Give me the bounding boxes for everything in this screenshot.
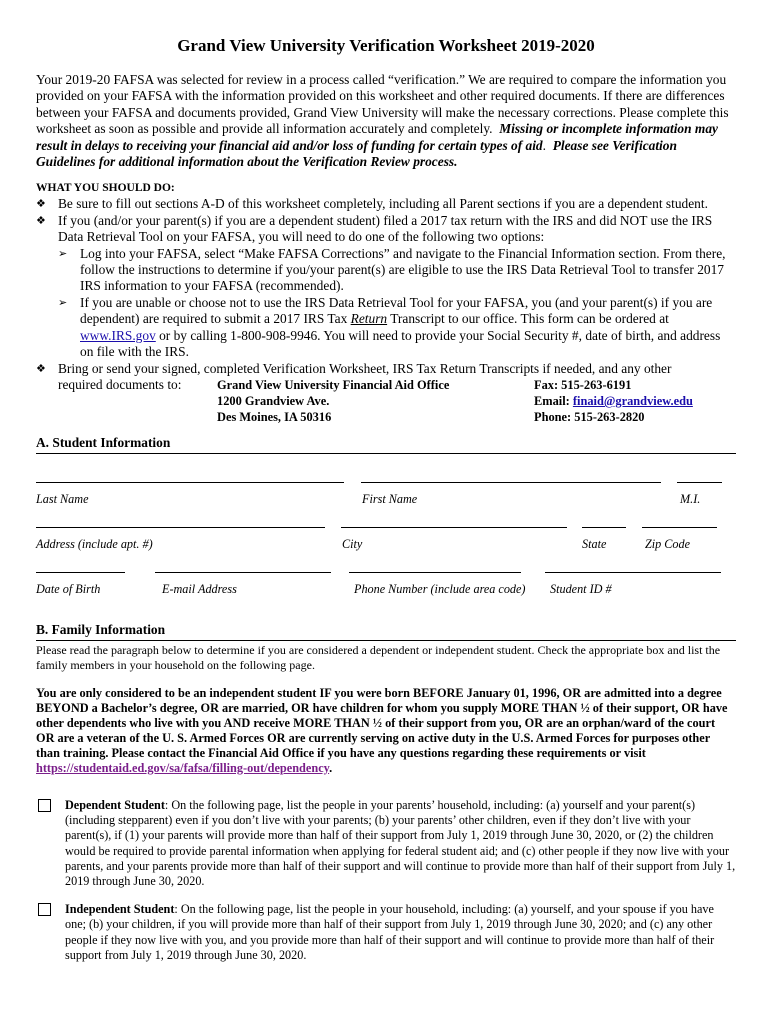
page-title: Grand View University Verification Worksheet 2019-2020 [177,36,595,55]
worksheet-page [36,36,736,963]
instruction-bullet: ❖ Bring or send your signed, completed Verification Worksheet, IRS Tax Return Transcripts if needed, and any other [36,360,672,376]
diamond-bullet-icon: ❖ [36,362,46,375]
phone-number-field[interactable] [349,572,521,573]
dependency-link[interactable]: https://studentaid.ed.gov/sa/fafsa/filling-out/dependency [36,760,330,775]
student-id-field[interactable] [545,572,721,573]
arrow-bullet-icon: ➢ [58,247,68,260]
intro-paragraph: Your 2019-20 FAFSA was selected for review in a process called “verification.” We are required to compare the information you provided on your FAFSA with the information provided on this worksheet and other required documents. If there are differences between your FAFSA and documents provided, Grand View University will make the necessary corrections. Please complete this worksheet as soon as possible and provide all information accurately and completely. Missing or incomplete information may result in delays to receiving your financial aid and/or loss of funding for certain types of aid. Please see Verification Guidelines for additional information about the Verification Review process. [36,72,729,170]
city-field[interactable] [341,527,567,528]
student-name-row: Last Name First Name M.I. [36,482,736,530]
email-link[interactable]: finaid@grandview.edu [572,393,693,408]
date-of-birth-field[interactable] [36,572,125,573]
intro-emphasis-1: Missing or incomplete information may result in delays to receiving your financial aid and/or loss of funding for certain types of aid [36,121,718,153]
instruction-sub-bullet: ➢ Log into your FAFSA, select “Make FAFSA Corrections” and navigate to the Financial Information section. From there, follow the instructions to determine if you/your parent(s) are eligible to use the IRS Data Retrieval Tool to transfer 2017 IRS information to your FAFSA (recommended). [58,245,726,294]
email-address-field[interactable] [155,572,331,573]
independent-rule: You are only considered to be an independent student IF you were born BEFORE January 01, 1996, OR are admitted into a degree BEYOND a Bachelor’s degree, OR are married, OR have children for whom you supply MORE THAN ½ of their support, OR have other dependents who live with you AND receive MORE THAN ½ of their support from you, OR are an orphan/ward of the court OR are a veteran of the U. S. Armed Forces OR are currently serving on active duty in the U.S. Armed Forces for purposes other than training. Please contact the Financial Aid Office if you have any questions regarding these requirements or visit https://studentaid.ed.gov/sa/fafsa/filling-out/dependency. [36,685,728,775]
student-address-row: Address (include apt. #) City State Zip Code [36,527,736,575]
diamond-bullet-icon: ❖ [36,198,46,211]
student-contact-row: Date of Birth E-mail Address Phone Number (include area code) Student ID # [36,572,736,620]
dependent-student-checkbox[interactable] [38,799,51,812]
zip-code-field[interactable] [642,527,717,528]
what-you-should-do-heading: WHAT YOU SHOULD DO: [36,182,175,195]
office-address: Grand View University Financial Aid Office 1200 Grandview Ave. Des Moines, IA 50316 [217,377,450,424]
independent-student-checkbox[interactable] [38,903,51,916]
arrow-bullet-icon: ➢ [58,296,68,309]
instruction-sub-bullet: ➢ If you are unable or choose not to use the IRS Data Retrieval Tool for your FAFSA, you (and your parent(s) if you are dependent) are required to submit a 2017 IRS Tax Return Transcript to our office. This form can be ordered at www.IRS.gov or by calling 1-800-908-9946. You will need to provide your Social Security #, date of birth, and address on file with the IRS. [58,294,721,360]
family-instructions: Please read the paragraph below to determine if you are considered a dependent or independent student. Check the appropriate box and list the family members in your household on the following page. [36,642,721,672]
mi-field[interactable] [677,482,722,483]
section-a-heading: A. Student Information [36,435,736,454]
dependent-student-option: Dependent Student: On the following page, list the people in your parents’ household, including: (a) yourself and your parent(s) (including stepparent) even if you don’t live with your parents; (b) your parents’ other children, even if they don’t live with your parent(s), if (1) your parents will provide more than half of their support from July 1, 2019 through June 30, 2020, or (2) the children would be required to provide parental information when applying for federal student aid; and (c) other people if they now live with your parents, and your parents provide more than half of their support and will continue to provide more than half of their support from July 1, 2019 through June 30, 2020. [36,798,736,889]
irs-link[interactable]: www.IRS.gov [80,327,156,343]
section-b-heading: B. Family Information [36,622,736,641]
intro-text: Your 2019-20 FAFSA was selected for review in a process called “verification.” We are required to compare the information you provided on your FAFSA with the information provided on this worksheet and other required documents. If there are differences between your FAFSA and documents provided, Grand View University will make the necessary corrections. Please complete this worksheet as soon as possible and provide all information accurately and completely. [36,72,729,137]
first-name-field[interactable] [361,482,661,483]
address-field[interactable] [36,527,325,528]
diamond-bullet-icon: ❖ [36,214,46,227]
last-name-field[interactable] [36,482,344,483]
instruction-bullet: ❖ If you (and/or your parent(s) if you are a dependent student) filed a 2017 tax return with the IRS and did NOT use the IRS Data Retrieval Tool on your FAFSA, you will need to do one of the following two options: [36,212,713,245]
independent-student-option: Independent Student: On the following page, list the people in your household, including: (a) yourself, and your spouse if you have one; (b) your children, if you will provide more than half of their support from July 1, 2019 through June 30, 2020; and (c) any other people if they now live with you, and you provide more than half of their support and will continue to provide more than half of their support from July 1, 2019 through June 30, 2020. [36,902,736,963]
intro-emphasis-2: Please see Verification Guidelines for additional information about the Verification Review process. [36,137,677,170]
instruction-bullet: ❖ Be sure to fill out sections A-D of this worksheet completely, including all Parent sections if you are a dependent student. [36,196,708,212]
office-contact: Fax: 515-263-6191 Email: finaid@grandview.edu Phone: 515-263-2820 [534,377,693,424]
financial-aid-address: required documents to: Grand View University Financial Aid Office 1200 Grandview Ave. Des Moines, IA 50316 Fax: 515-263-6191 Email: finaid@grandview.edu Phone: 515-263-2820 [58,376,693,424]
state-field[interactable] [582,527,626,528]
